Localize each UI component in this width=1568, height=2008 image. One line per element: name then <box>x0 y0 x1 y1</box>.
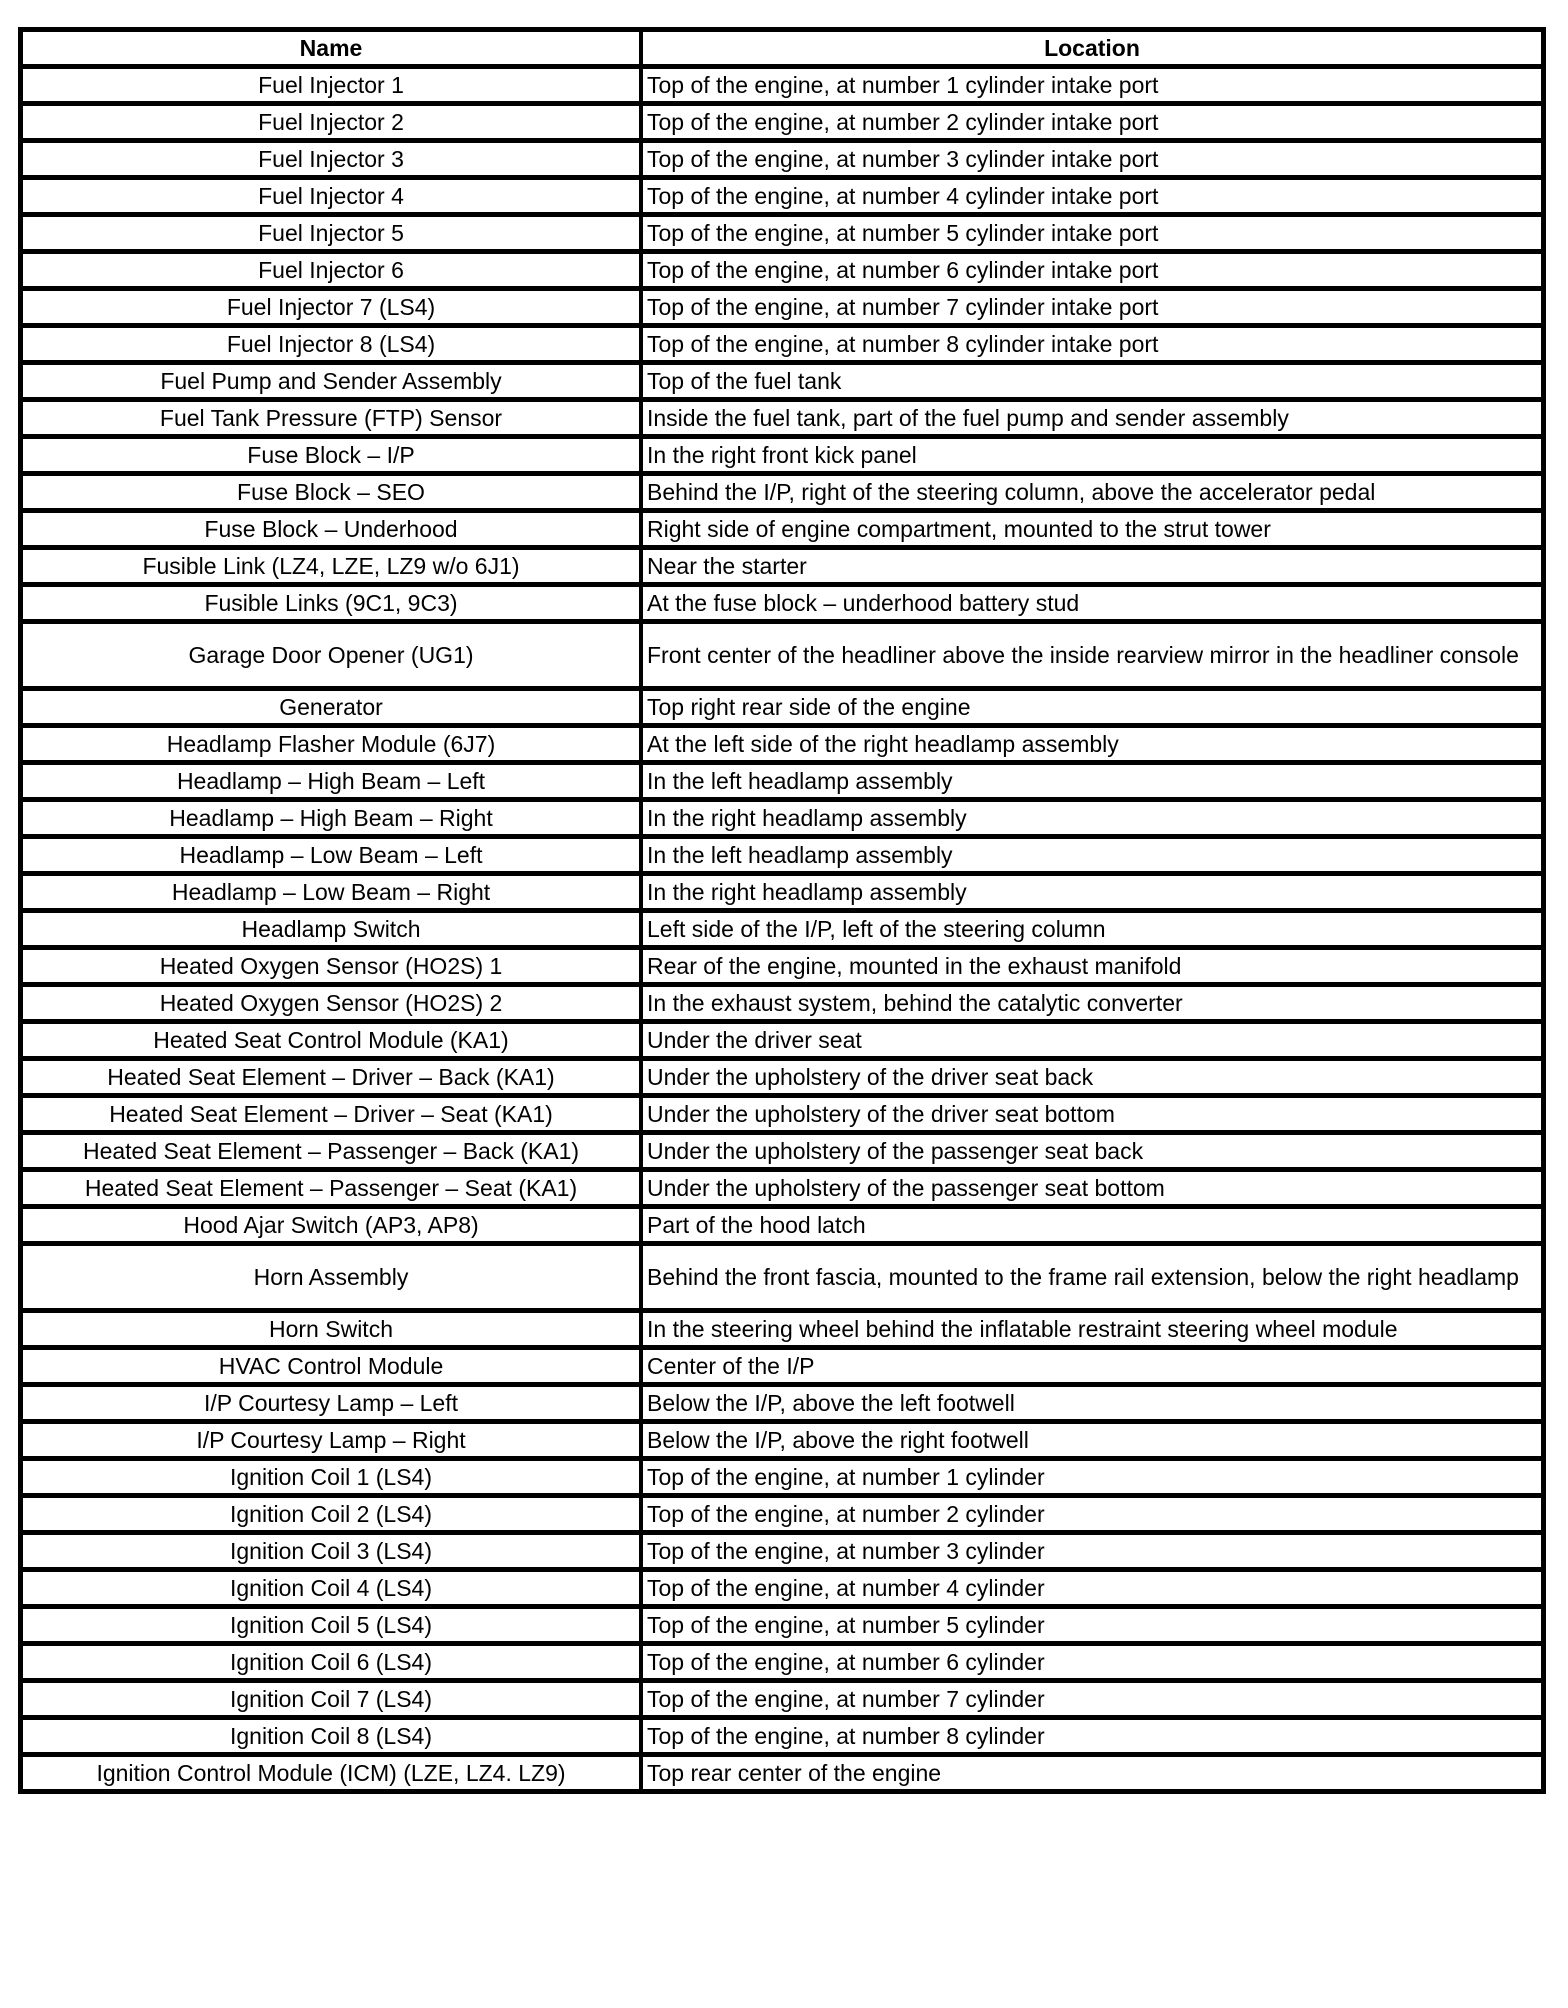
component-name: Fuel Injector 8 (LS4) <box>21 326 642 363</box>
component-name: Fuse Block – SEO <box>21 474 642 511</box>
component-location-table <box>18 27 1546 1794</box>
component-name: Fuse Block – I/P <box>21 437 642 474</box>
component-location: Front center of the headliner above the inside rearview mirror in the headliner console <box>641 622 1544 689</box>
table-row <box>21 874 1544 911</box>
table-row <box>21 1311 1544 1348</box>
table-row <box>21 911 1544 948</box>
component-location: Behind the I/P, right of the steering column, above the accelerator pedal <box>641 474 1544 511</box>
component-name: Fusible Link (LZ4, LZE, LZ9 w/o 6J1) <box>21 548 642 585</box>
component-location: In the right headlamp assembly <box>641 874 1544 911</box>
component-name: Headlamp – High Beam – Left <box>21 763 642 800</box>
component-location: Top of the engine, at number 1 cylinder intake port <box>641 67 1544 104</box>
component-location: At the left side of the right headlamp assembly <box>641 726 1544 763</box>
table-row <box>21 689 1544 726</box>
component-location: Below the I/P, above the left footwell <box>641 1385 1544 1422</box>
table-row <box>21 1207 1544 1244</box>
component-location: Top of the engine, at number 7 cylinder intake port <box>641 289 1544 326</box>
component-name: Hood Ajar Switch (AP3, AP8) <box>21 1207 642 1244</box>
component-name: HVAC Control Module <box>21 1348 642 1385</box>
component-name: Headlamp – High Beam – Right <box>21 800 642 837</box>
table-row <box>21 1644 1544 1681</box>
component-name: Horn Assembly <box>21 1244 642 1311</box>
table-row <box>21 178 1544 215</box>
table-row <box>21 837 1544 874</box>
component-name: Fuel Injector 5 <box>21 215 642 252</box>
table-row <box>21 548 1544 585</box>
table-row <box>21 474 1544 511</box>
component-location: Top of the engine, at number 3 cylinder <box>641 1533 1544 1570</box>
location-column-header: Location <box>641 30 1544 67</box>
component-name: Fuel Injector 4 <box>21 178 642 215</box>
component-name: I/P Courtesy Lamp – Left <box>21 1385 642 1422</box>
component-name: Ignition Coil 7 (LS4) <box>21 1681 642 1718</box>
component-name: Fuel Pump and Sender Assembly <box>21 363 642 400</box>
component-name: Heated Seat Element – Driver – Back (KA1) <box>21 1059 642 1096</box>
component-location: Rear of the engine, mounted in the exhaust manifold <box>641 948 1544 985</box>
component-location: Left side of the I/P, left of the steering column <box>641 911 1544 948</box>
table-row <box>21 363 1544 400</box>
component-name: Headlamp – Low Beam – Left <box>21 837 642 874</box>
component-name: Fuel Tank Pressure (FTP) Sensor <box>21 400 642 437</box>
component-location: Under the upholstery of the driver seat bottom <box>641 1096 1544 1133</box>
component-location: Inside the fuel tank, part of the fuel pump and sender assembly <box>641 400 1544 437</box>
component-name: Ignition Coil 8 (LS4) <box>21 1718 642 1755</box>
component-location: Top of the engine, at number 1 cylinder <box>641 1459 1544 1496</box>
component-name: Headlamp Flasher Module (6J7) <box>21 726 642 763</box>
table-row <box>21 141 1544 178</box>
component-location: Top of the engine, at number 3 cylinder intake port <box>641 141 1544 178</box>
table-row <box>21 1607 1544 1644</box>
component-location: In the left headlamp assembly <box>641 837 1544 874</box>
component-location: Top of the engine, at number 7 cylinder <box>641 1681 1544 1718</box>
table-row <box>21 104 1544 141</box>
component-location: Under the driver seat <box>641 1022 1544 1059</box>
table-row <box>21 67 1544 104</box>
table-row <box>21 726 1544 763</box>
component-name: Ignition Coil 1 (LS4) <box>21 1459 642 1496</box>
table-row <box>21 215 1544 252</box>
component-name: Heated Oxygen Sensor (HO2S) 1 <box>21 948 642 985</box>
component-location: Top rear center of the engine <box>641 1755 1544 1792</box>
component-location: In the steering wheel behind the inflatable restraint steering wheel module <box>641 1311 1544 1348</box>
table-row <box>21 622 1544 689</box>
component-location: In the left headlamp assembly <box>641 763 1544 800</box>
component-location: Top of the engine, at number 5 cylinder intake port <box>641 215 1544 252</box>
component-name: Fuel Injector 7 (LS4) <box>21 289 642 326</box>
table-row <box>21 1244 1544 1311</box>
component-location: Near the starter <box>641 548 1544 585</box>
component-name: Ignition Coil 4 (LS4) <box>21 1570 642 1607</box>
table-row <box>21 1459 1544 1496</box>
component-name: Fusible Links (9C1, 9C3) <box>21 585 642 622</box>
component-name: Ignition Control Module (ICM) (LZE, LZ4. LZ9) <box>21 1755 642 1792</box>
header-row <box>21 30 1544 67</box>
component-name: Heated Seat Element – Driver – Seat (KA1) <box>21 1096 642 1133</box>
table-row <box>21 1681 1544 1718</box>
component-location: Top of the fuel tank <box>641 363 1544 400</box>
table-row <box>21 400 1544 437</box>
table-row <box>21 1422 1544 1459</box>
component-location: In the right front kick panel <box>641 437 1544 474</box>
component-location: Center of the I/P <box>641 1348 1544 1385</box>
component-name: Ignition Coil 2 (LS4) <box>21 1496 642 1533</box>
component-name: Heated Seat Element – Passenger – Seat (KA1) <box>21 1170 642 1207</box>
table-row <box>21 1533 1544 1570</box>
component-name: Heated Seat Control Module (KA1) <box>21 1022 642 1059</box>
table-row <box>21 326 1544 363</box>
component-location: Top of the engine, at number 6 cylinder <box>641 1644 1544 1681</box>
component-location: Top of the engine, at number 4 cylinder <box>641 1570 1544 1607</box>
table-row <box>21 1348 1544 1385</box>
component-name: Heated Oxygen Sensor (HO2S) 2 <box>21 985 642 1022</box>
table-row <box>21 1385 1544 1422</box>
component-location: Below the I/P, above the right footwell <box>641 1422 1544 1459</box>
table-row <box>21 1096 1544 1133</box>
name-column-header: Name <box>21 30 642 67</box>
component-name: Generator <box>21 689 642 726</box>
component-location: Part of the hood latch <box>641 1207 1544 1244</box>
table-row <box>21 511 1544 548</box>
component-name: Ignition Coil 3 (LS4) <box>21 1533 642 1570</box>
component-location: Behind the front fascia, mounted to the frame rail extension, below the right headlamp <box>641 1244 1544 1311</box>
table-row <box>21 1022 1544 1059</box>
table-row <box>21 763 1544 800</box>
component-location: Top of the engine, at number 4 cylinder intake port <box>641 178 1544 215</box>
component-name: Headlamp – Low Beam – Right <box>21 874 642 911</box>
table-row <box>21 1570 1544 1607</box>
table-row <box>21 1133 1544 1170</box>
component-name: Fuse Block – Underhood <box>21 511 642 548</box>
table-row <box>21 1496 1544 1533</box>
component-location: Top of the engine, at number 5 cylinder <box>641 1607 1544 1644</box>
table-row <box>21 1170 1544 1207</box>
table-row <box>21 585 1544 622</box>
component-name: Fuel Injector 1 <box>21 67 642 104</box>
table-row <box>21 437 1544 474</box>
component-name: Ignition Coil 5 (LS4) <box>21 1607 642 1644</box>
component-location: Top of the engine, at number 8 cylinder intake port <box>641 326 1544 363</box>
component-location: Under the upholstery of the passenger seat back <box>641 1133 1544 1170</box>
component-name: Garage Door Opener (UG1) <box>21 622 642 689</box>
component-name: Horn Switch <box>21 1311 642 1348</box>
table-row <box>21 252 1544 289</box>
component-location: Under the upholstery of the passenger seat bottom <box>641 1170 1544 1207</box>
component-location: Top of the engine, at number 2 cylinder intake port <box>641 104 1544 141</box>
component-location: At the fuse block – underhood battery stud <box>641 585 1544 622</box>
component-location: Top of the engine, at number 6 cylinder intake port <box>641 252 1544 289</box>
component-location: Top right rear side of the engine <box>641 689 1544 726</box>
table-row <box>21 1059 1544 1096</box>
table-row <box>21 1718 1544 1755</box>
component-location: Top of the engine, at number 2 cylinder <box>641 1496 1544 1533</box>
table-row <box>21 800 1544 837</box>
component-location: In the exhaust system, behind the catalytic converter <box>641 985 1544 1022</box>
table-row <box>21 948 1544 985</box>
component-location: In the right headlamp assembly <box>641 800 1544 837</box>
component-name: Fuel Injector 2 <box>21 104 642 141</box>
component-name: Fuel Injector 6 <box>21 252 642 289</box>
table-row <box>21 985 1544 1022</box>
component-name: Fuel Injector 3 <box>21 141 642 178</box>
table-row <box>21 1755 1544 1792</box>
component-name: Headlamp Switch <box>21 911 642 948</box>
table-row <box>21 289 1544 326</box>
component-location: Under the upholstery of the driver seat back <box>641 1059 1544 1096</box>
component-name: Heated Seat Element – Passenger – Back (KA1) <box>21 1133 642 1170</box>
component-name: I/P Courtesy Lamp – Right <box>21 1422 642 1459</box>
component-location: Top of the engine, at number 8 cylinder <box>641 1718 1544 1755</box>
component-location: Right side of engine compartment, mounted to the strut tower <box>641 511 1544 548</box>
component-name: Ignition Coil 6 (LS4) <box>21 1644 642 1681</box>
